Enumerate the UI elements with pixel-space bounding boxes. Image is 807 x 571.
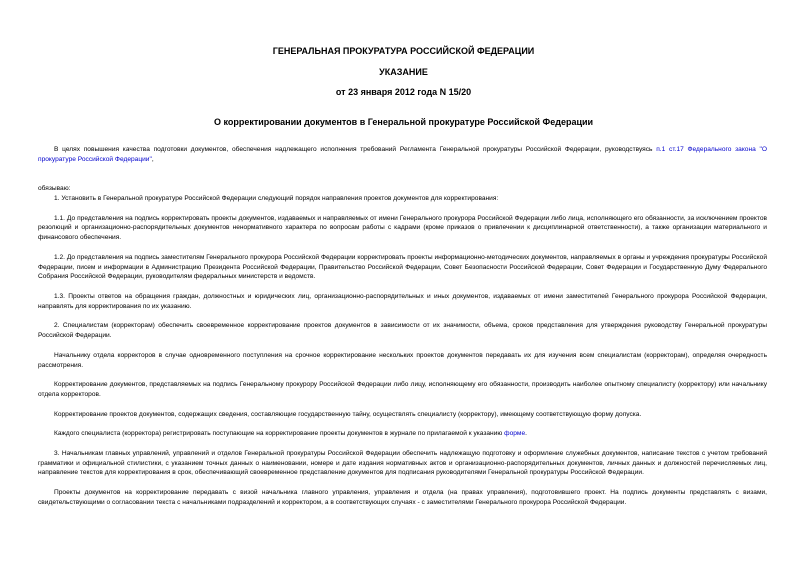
paragraph-1: 1. Установить в Генеральной прокуратуре Российской Федерации следующий порядок направления проектов документов для корректирования: xyxy=(54,194,499,202)
law-link[interactable]: п.1 ст.17 Федерального закона "О прокуратуре Российской Федерации" xyxy=(38,146,767,163)
form-link[interactable]: форме xyxy=(504,430,526,438)
paragraph-3-a: Проекты документов на корректирование передавать с визой начальника главного управления, управления и отдела (на правах управления), подготовившего проект. На подпись документы представлять с визами, свидетельствующими о согласовании текста с начальниками подразделений и корректором, а в соответствующих случаях - с заместителями Генерального прокурора Российской Федерации. xyxy=(38,488,767,506)
paragraph-2: 2. Специалистам (корректорам) обеспечить своевременное корректирование проектов документов в зависимости от их значимости, объема, сроков представления для утверждения руководству Генеральной прокуратуры Российской Федерации. xyxy=(38,322,767,340)
document-body xyxy=(38,145,767,507)
paragraph-2-b: Корректирование документов, представляемых на подпись Генеральному прокурору Российской Федерации либо лицу, исполняющему его обязанности, производить наиболее опытному специалисту (корректору) или начальнику отдела корректоров. xyxy=(38,381,767,398)
obligate-line: обязываю: xyxy=(38,185,71,193)
paragraph-1-3: 1.3. Проекты ответов на обращения граждан, должностных и юридических лиц, организационно-распорядительных и иных документов, издаваемых от имени заместителей Генерального прокурора Российской Федерации, направлять для корректирования по их указанию. xyxy=(38,292,767,310)
paragraph-2-c: Корректирование проектов документов, содержащих сведения, составляющие государственную тайну, осуществлять специалисту (корректору), имеющему соответствующую форму допуска. xyxy=(54,410,642,418)
document-date-number: от 23 января 2012 года N 15/20 xyxy=(335,87,472,97)
paragraph-3: 3. Начальникам главных управлений, управлений и отделов Генеральной прокуратуры Российской Федерации обеспечить надлежащую подготовку и оформление служебных документов, написание текстов с учетом требований грамматики и официальной стилистики, с указанием точных данных о наименовании, номере и дате издания нормативных актов и организационно-распорядительных документов, личных данных и должностей перечисляемых лиц, направление текстов для корректирования в срок, обеспечивающий своевременное представление документов для подписания руководителями Генеральной прокуратуры Российской Федерации. xyxy=(38,449,767,477)
paragraph-2-a: Начальнику отдела корректоров в случае одновременного поступления на срочное корректирование нескольких проектов документов передавать их для изучения всем специалистам (корректорам), определяя очередность рассмотрения. xyxy=(38,351,767,369)
paragraph-1-1: 1.1. До представления на подпись корректировать проекты документов, издаваемых и направляемых от имени Генерального прокурора Российской Федерации либо лица, исполняющего его обязанности, за исключением проектов резолюций и организационно-распорядительных документов ненормативного характера по вопросам работы с кадрами (кроме приказов о привлечении к дисциплинарной ответственности), а также организации материального и финансового обеспечения. xyxy=(38,214,767,242)
paragraph-1-2: 1.2. До представления на подпись заместителям Генерального прокурора Российской Федерации корректировать проекты информационно-методических документов, направляемых в органы и учреждения прокуратуры Российской Федерации, писем и информации в Администрацию Президента Российской Федерации, Правительство Российской Федерации, Совет Безопасности Российской Федерации, Совет Федерации и Государственную Думу Федерального Собрания Российской Федерации, руководителям федеральных министерств и ведомств. xyxy=(38,253,767,281)
document-type: УКАЗАНИЕ xyxy=(379,67,428,77)
paragraph-2-d: Каждого специалиста (корректора) регистрировать поступающие на корректирование проекты документов в журнале по прилагаемой к указанию форме. xyxy=(54,430,527,438)
document-title: О корректировании документов в Генеральной прокуратуре Российской Федерации xyxy=(213,117,594,127)
preamble-paragraph: В целях повышения качества подготовки документов, обеспечения надлежащего исполнения требований Регламента Генеральной прокуратуры Российской Федерации, руководствуясь п.1 ст.17 Федерального закона "О прокуратуре Российской Федерации", xyxy=(38,146,767,163)
issuer-heading: ГЕНЕРАЛЬНАЯ ПРОКУРАТУРА РОССИЙСКОЙ ФЕДЕРАЦИИ xyxy=(272,46,535,56)
